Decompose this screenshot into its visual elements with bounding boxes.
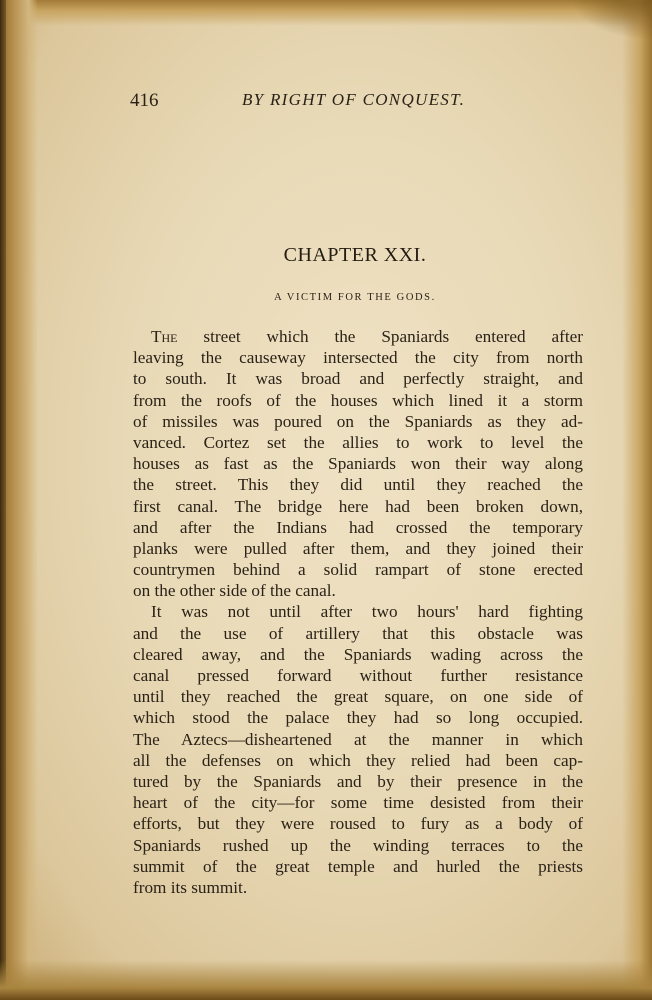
- text-line: all the defenses on which they relied had been cap-: [133, 750, 583, 770]
- text-line: planks were pulled after them, and they joined their: [133, 538, 583, 558]
- text-line: leaving the causeway intersected the city from north: [133, 348, 583, 368]
- text-line: first canal. The bridge here had been broken down,: [133, 496, 583, 516]
- text-line: The Aztecs—disheartened at the manner in which: [133, 729, 583, 749]
- text-line: [133, 326, 583, 347]
- text-line: It was not until after two hours' hard fighting: [151, 602, 583, 622]
- text-line: from its summit.: [133, 877, 248, 897]
- chapter-subtitle: A VICTIM FOR THE GODS.: [274, 292, 436, 303]
- page-edge-top: [0, 0, 652, 26]
- text-line: from the roofs of the houses which lined it a storm: [133, 390, 583, 410]
- running-head: [130, 90, 580, 114]
- paragraph-1: [133, 326, 583, 601]
- text-line: tured by the Spaniards and by their presence in the: [133, 771, 583, 791]
- text-line: houses as fast as the Spaniards won their way along: [133, 454, 583, 474]
- text-line: summit of the great temple and hurled the priests: [133, 856, 583, 876]
- paragraph-2: [133, 601, 583, 898]
- paragraph-lead-word: The: [151, 327, 178, 346]
- page-edge-right: [622, 0, 652, 1000]
- text-line: and the use of artillery that this obstacle was: [133, 623, 583, 643]
- text-line: canal pressed forward without further resistance: [133, 666, 583, 685]
- body-text: [133, 326, 583, 898]
- text-line: the street. This they did until they reached the: [133, 475, 583, 495]
- page-edge-bottom: [0, 960, 652, 1000]
- text-line: cleared away, and the Spaniards wading across the: [133, 644, 583, 664]
- text-line: vanced. Cortez set the allies to work to level the: [133, 432, 583, 452]
- binding-shadow: [0, 0, 6, 1000]
- page-number: 416: [130, 90, 159, 111]
- text-line: until they reached the great square, on one side of: [133, 687, 583, 707]
- text-line-content: street which the Spaniards entered after: [177, 327, 583, 346]
- text-line: and after the Indians had crossed the temporary: [133, 517, 583, 537]
- page-corner-stain: [572, 0, 652, 40]
- text-line: Spaniards rushed up the winding terraces to the: [133, 835, 583, 855]
- text-line: of missiles was poured on the Spaniards as they ad-: [133, 411, 583, 431]
- text-line: to south. It was broad and perfectly straight, and: [133, 369, 583, 389]
- book-title: BY RIGHT OF CONQUEST.: [242, 90, 466, 109]
- text-line: heart of the city—for some time desisted from their: [133, 793, 583, 813]
- text-line: which stood the palace they had so long occupied.: [133, 708, 583, 728]
- chapter-title: CHAPTER XXI.: [283, 244, 427, 266]
- text-line: countrymen behind a solid rampart of stone erected: [133, 560, 583, 580]
- text-line: efforts, but they were roused to fury as a body of: [133, 814, 583, 834]
- text-line: on the other side of the canal.: [133, 581, 336, 601]
